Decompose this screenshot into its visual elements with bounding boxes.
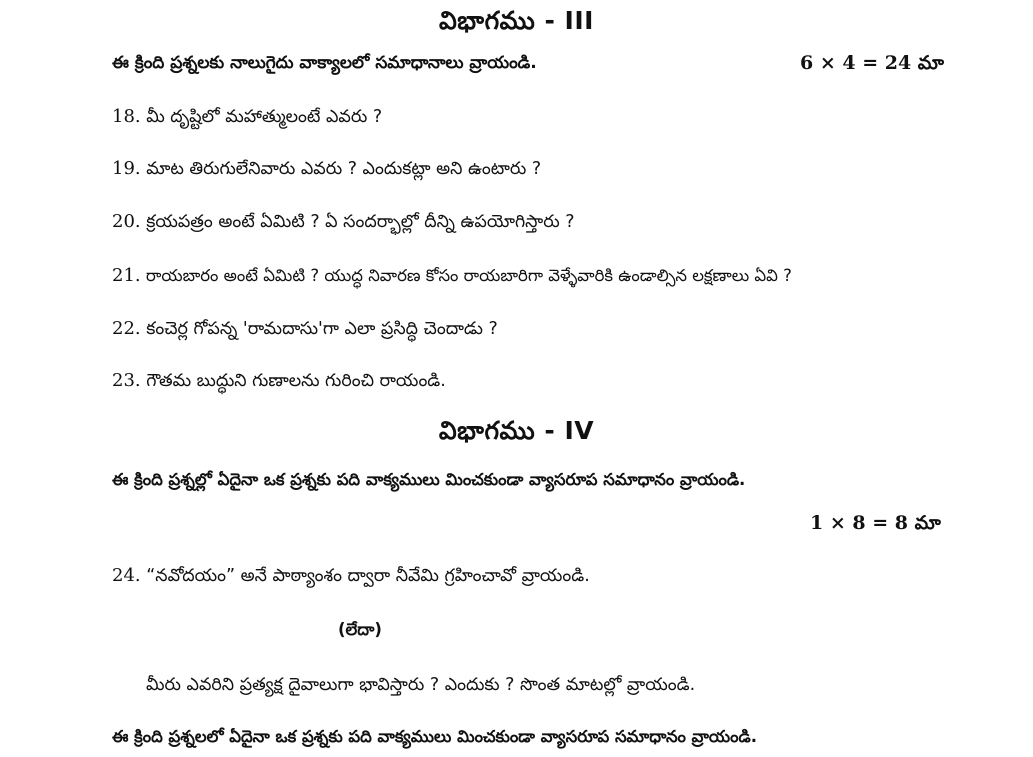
- question-text: మీ దృష్టిలో మహాత్ములంటే ఎవరు ?: [146, 107, 383, 127]
- section-3-instruction: ఈ క్రింది ప్రశ్నలకు నాలుగైదు వాక్యాలలో సమాధానాలు వ్రాయండి.: [112, 53, 537, 73]
- or-label: (లేదా): [338, 620, 382, 639]
- question-number: 21.: [112, 265, 141, 286]
- final-instruction: ఈ క్రింది ప్రశ్నలలో ఏదైనా ఒక ప్రశ్నకు పది వాక్యములు మించకుండా వ్యాసరూప సమాధానం వ్రాయండి.: [112, 727, 757, 746]
- question-number: 24.: [112, 565, 141, 586]
- question-19: [112, 158, 541, 183]
- question-text: కంచెర్ల గోపన్న 'రామదాసు'గా ఎలా ప్రసిద్ధి చెందాడు ?: [146, 319, 498, 339]
- question-text: మాట తిరుగులేనివారు ఎవరు ? ఎందుకట్లా అని ఉంటారు ?: [146, 159, 542, 179]
- question-24-alternative: మీరు ఎవరిని ప్రత్యక్ష దైవాలుగా భావిస్తారు ? ఎందుకు ? సొంత మాటల్లో వ్రాయండి.: [146, 675, 696, 695]
- question-text: క్రయపత్రం అంటే ఏమిటి ? ఏ సందర్భాల్లో దీన్ని ఉపయోగిస్తారు ?: [146, 212, 575, 232]
- question-22: [112, 318, 498, 343]
- question-18: [112, 106, 382, 131]
- question-number: 20.: [112, 211, 141, 232]
- question-number: 22.: [112, 318, 141, 339]
- section-4-instruction: ఈ క్రింది ప్రశ్నల్లో ఏదైనా ఒక ప్రశ్నకు పది వాక్యములు మించకుండా వ్యాసరూప సమాధానం వ్రాయండి.: [112, 470, 746, 489]
- question-21: [112, 265, 792, 289]
- question-text: రాయబారం అంటే ఏమిటి ? యుద్ధ నివారణ కోసం రాయబారిగా వెళ్ళేవారికి ఉండాల్సిన లక్షణాలు ఏవి ?: [145, 266, 792, 285]
- question-24: [112, 565, 590, 590]
- question-20: [112, 211, 575, 236]
- section-4-marks: 1 × 8 = 8 మా: [810, 512, 941, 534]
- section-4-heading: విభాగము - IV: [438, 416, 595, 445]
- question-text: గౌతమ బుద్ధుని గుణాలను గురించి రాయండి.: [146, 371, 446, 391]
- question-number: 18.: [112, 106, 141, 127]
- question-text: “నవోదయం” అనే పాఠ్యాంశం ద్వారా నీవేమి గ్రహించావో వ్రాయండి.: [146, 566, 590, 586]
- question-number: 23.: [112, 370, 141, 391]
- section-3-heading: విభాగము - III: [439, 6, 594, 35]
- section-3-marks: 6 × 4 = 24 మా: [800, 52, 944, 74]
- question-number: 19.: [112, 158, 141, 179]
- question-23: [112, 370, 446, 395]
